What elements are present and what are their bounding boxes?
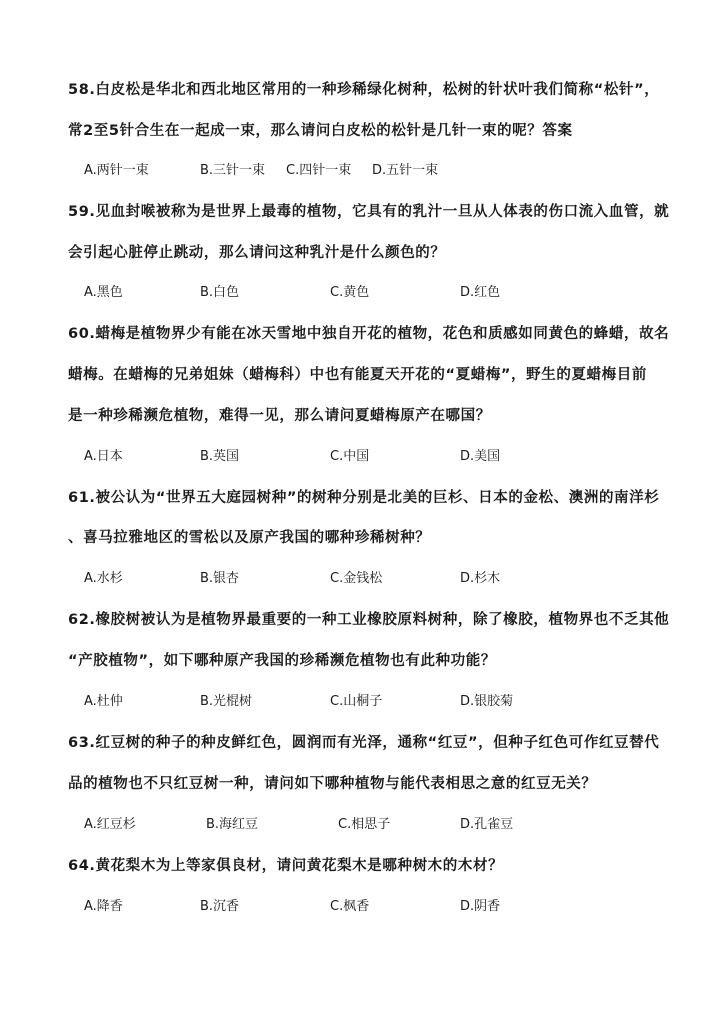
option-d: D.阴香: [460, 899, 501, 914]
option-c: C.金钱松: [330, 571, 383, 586]
option-a: A.水杉: [84, 571, 123, 586]
option-b: B.三针一束: [200, 163, 266, 178]
option-b: B.英国: [200, 449, 240, 464]
question-58-line-1: 58.白皮松是华北和西北地区常用的一种珍稀绿化树种，松树的针状叶我们简称“松针”，: [68, 82, 660, 98]
option-b: B.银杏: [200, 571, 240, 586]
question-61-options: [84, 569, 664, 589]
question-62-line-2: “产胶植物”，如下哪种原产我国的珍稀濒危植物也有此种功能？: [68, 653, 496, 669]
question-60-line-2: 蜡梅。在蜡梅的兄弟姐妹（蜡梅科）中也有能夏天开花的“夏蜡梅”，野生的夏蜡梅目前: [68, 367, 647, 383]
option-d: D.红色: [460, 285, 501, 300]
option-c: C.黄色: [330, 285, 370, 300]
option-a: A.两针一束: [84, 163, 149, 178]
question-62-options: [84, 692, 664, 712]
question-64-line-1: 64.黄花梨木为上等家俱良材，请问黄花梨木是哪种树木的木材？: [68, 858, 504, 874]
question-58-line-2: 常2至5针合生在一起成一束，那么请问白皮松的松针是几针一束的呢？答案: [68, 123, 573, 139]
question-63-line-2: 品的植物也不只红豆树一种，请问如下哪种植物与能代表相思之意的红豆无关？: [68, 776, 597, 792]
question-62-line-1: 62.橡胶树被认为是植物界最重要的一种工业橡胶原料树种，除了橡胶，植物界也不乏其他: [68, 612, 670, 628]
option-c: C.四针一束: [286, 163, 352, 178]
option-a: A.杜仲: [84, 694, 123, 709]
option-a: A.降香: [84, 899, 123, 914]
question-59-options: [84, 283, 664, 303]
question-63-options: [84, 815, 664, 835]
option-d: D.孔雀豆: [460, 817, 514, 832]
question-58-options: [84, 161, 664, 181]
question-59-line-1: 59.见血封喉被称为是世界上最毒的植物，它具有的乳汁一旦从人体表的伤口流入血管，就: [68, 204, 670, 220]
option-a: A.日本: [84, 449, 123, 464]
option-c: C.中国: [330, 449, 370, 464]
question-61-line-1: 61.被公认为“世界五大庭园树种”的树种分别是北美的巨杉、日本的金松、澳洲的南洋杉: [68, 490, 660, 506]
question-64-options: [84, 897, 664, 917]
option-b: B.光棍树: [200, 694, 253, 709]
option-b: B.白色: [200, 285, 240, 300]
question-60-options: [84, 447, 664, 467]
option-a: A.黑色: [84, 285, 123, 300]
option-d: D.美国: [460, 449, 501, 464]
question-61-line-2: 、喜马拉雅地区的雪松以及原产我国的哪种珍稀树种？: [68, 530, 431, 546]
option-c: C.枫香: [330, 899, 370, 914]
option-c: C.相思子: [338, 817, 391, 832]
option-a: A.红豆杉: [84, 817, 136, 832]
option-d: D.杉木: [460, 571, 501, 586]
option-d: D.五针一束: [372, 163, 439, 178]
option-b: B.海红豆: [206, 817, 259, 832]
question-63-line-1: 63.红豆树的种子的种皮鲜红色，圆润而有光泽，通称“红豆”，但种子红色可作红豆替代: [68, 735, 660, 751]
option-d: D.银胶菊: [460, 694, 514, 709]
option-c: C.山桐子: [330, 694, 383, 709]
question-60-line-3: 是一种珍稀濒危植物，难得一见，那么请问夏蜡梅原产在哪国？: [68, 408, 491, 424]
question-59-line-2: 会引起心脏停止跳动，那么请问这种乳汁是什么颜色的？: [68, 245, 446, 261]
question-60-line-1: 60.蜡梅是植物界少有能在冰天雪地中独自开花的植物，花色和质感如同黄色的蜂蜡，故名: [68, 326, 670, 342]
option-b: B.沉香: [200, 899, 240, 914]
